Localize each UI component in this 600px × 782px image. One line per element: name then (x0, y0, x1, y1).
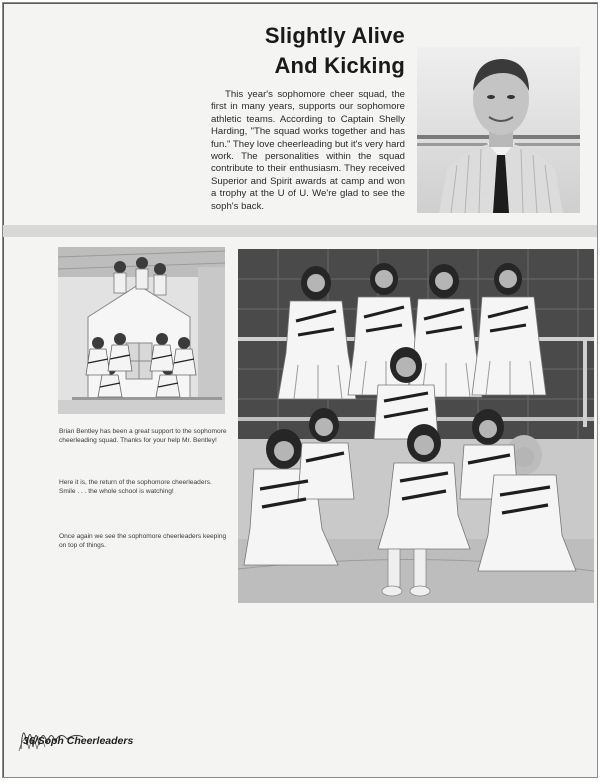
advisor-portrait-photo (417, 47, 580, 213)
yearbook-page (2, 2, 598, 778)
cheerleaders-group-photo (238, 249, 594, 603)
headline-line-1: Slightly Alive (264, 23, 405, 48)
caption-portrait: Brian Bentley has been a great support to the sophomore cheerleading squad. Thanks for your help Mr. Bentley! (59, 428, 227, 444)
caption-small-photo: Here it is, the return of the sophomore cheerleaders. Smile . . . the whole school is watching! (59, 479, 212, 495)
cheerleaders-house-photo (58, 247, 225, 414)
divider-band (3, 225, 597, 237)
page-footer (17, 715, 177, 755)
article-body: This year's sophomore cheer squad, the first in many years, supports our sophomore athletic teams. According to Captain Shelly Harding, "The squad works together and has fun." They love cheerleading but it's very hard work. The personalities within the squad contribute to their enthusiasm. They received Superior and Spirit awards at camp and won a trophy at the U of U. We're glad to see the soph's back. (211, 89, 405, 212)
caption-group-photo: Once again we see the sophomore cheerleaders keeping on top of things. (59, 533, 227, 549)
page-folio: 36/Soph Cheerleaders (23, 735, 134, 747)
headline (185, 21, 405, 81)
headline-line-2: And Kicking (274, 53, 405, 78)
